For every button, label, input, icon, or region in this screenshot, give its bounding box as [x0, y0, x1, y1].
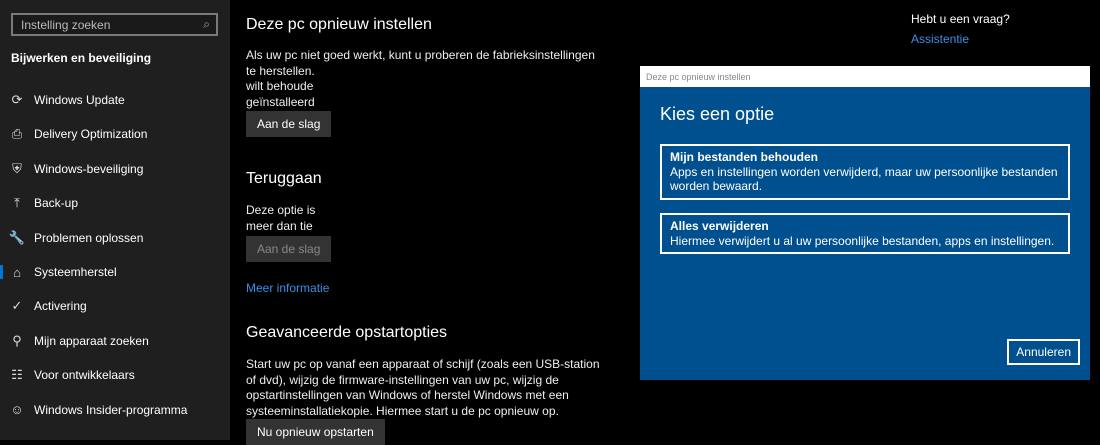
sidebar-item-windows-update[interactable]: [0, 85, 230, 115]
sidebar-item-problemen-oplossen[interactable]: [0, 223, 230, 253]
nav-icon: ✓: [11, 298, 23, 314]
more-info-link[interactable]: Meer informatie: [246, 281, 330, 295]
advanced-text: Start uw pc op vanaf een apparaat of schijf (zoals een USB-station of dvd), wijzig de firmware-instellingen van uw pc, wijzig de opstartinstellingen van Windows of herstel Windows met een systeeminstallatiekopie. Hiermee start u de pc opnieuw op.: [246, 357, 600, 418]
nav-icon: ⟳: [11, 92, 23, 107]
option-keep-files[interactable]: [660, 144, 1070, 200]
search-icon[interactable]: ⌕: [203, 17, 210, 31]
sidebar-item-label: Windows Insider-programma: [34, 402, 188, 417]
sidebar-item-label: Mijn apparaat zoeken: [34, 333, 149, 348]
sidebar-item-label: Windows-beveiliging: [34, 161, 144, 176]
option-remove-all[interactable]: [660, 213, 1070, 254]
assist-link[interactable]: Assistentie: [911, 32, 970, 46]
reset-text: Als uw pc niet goed werkt, kunt u proberen de fabrieksinstellingen te herstellen. wilt behoude geïnstalleerd: [246, 48, 595, 109]
cancel-button[interactable]: Annuleren: [1007, 339, 1080, 365]
sidebar-item-label: Windows Update: [34, 93, 125, 107]
dialog-heading: Kies een optie: [660, 104, 775, 124]
sidebar-item-windows-insider-programma[interactable]: [0, 395, 230, 425]
sidebar-item-windows-beveiliging[interactable]: [0, 154, 230, 184]
nav-icon: ⎙: [11, 126, 23, 142]
help-panel: [911, 12, 1010, 46]
search-input[interactable]: [11, 13, 218, 36]
sidebar-item-systeemherstel[interactable]: [0, 257, 230, 287]
sidebar-item-mijn-apparaat-zoeken[interactable]: [0, 326, 230, 356]
sidebar-item-label: Activering: [34, 299, 87, 314]
sidebar-item-back-up[interactable]: [0, 188, 230, 218]
sidebar-item-activering[interactable]: [0, 291, 230, 321]
back-start-button[interactable]: Aan de slag: [246, 236, 331, 262]
nav-icon: ⌂: [13, 264, 21, 280]
back-title: Teruggaan: [246, 170, 322, 187]
sidebar-item-voor-ontwikkelaars[interactable]: [0, 360, 230, 390]
sidebar-item-label: Delivery Optimization: [34, 127, 148, 142]
nav-icon: ⛨: [12, 160, 22, 176]
sidebar-item-delivery-optimization[interactable]: [0, 119, 230, 149]
sidebar-item-label: Back-up: [34, 196, 79, 211]
nav-icon: ⤒: [14, 195, 20, 211]
dialog-title-bar: Deze pc opnieuw instellen: [640, 66, 1090, 87]
restart-now-button[interactable]: Nu opnieuw opstarten: [246, 419, 385, 445]
help-question: Hebt u een vraag?: [911, 12, 1010, 26]
option-desc: Apps en instellingen worden verwijderd, maar uw persoonlijke bestanden worden bewaard.: [670, 164, 1058, 193]
option-title: Alles verwijderen: [670, 219, 769, 233]
nav-icon: ☺: [10, 402, 24, 418]
nav-icon: ☷: [11, 367, 23, 383]
option-title: Mijn bestanden behouden: [670, 150, 819, 164]
reset-start-button[interactable]: Aan de slag: [246, 111, 331, 137]
sidebar-item-label: Voor ontwikkelaars: [34, 368, 135, 383]
reset-title: Deze pc opnieuw instellen: [246, 16, 432, 33]
sidebar: [0, 0, 230, 440]
reset-dialog: [640, 66, 1090, 380]
nav-icon: ⚲: [12, 332, 22, 348]
sidebar-item-label: Problemen oplossen: [34, 230, 144, 245]
back-text: Deze optie is meer dan tie: [246, 203, 316, 233]
search-placeholder: Instelling zoeken: [21, 18, 111, 32]
option-desc: Hiermee verwijdert u al uw persoonlijke bestanden, apps en instellingen.: [670, 233, 1055, 248]
nav-icon: 🔧: [8, 229, 26, 245]
advanced-title: Geavanceerde opstartopties: [246, 324, 448, 341]
sidebar-item-label: Systeemherstel: [34, 265, 117, 279]
section-title: Bijwerken en beveiliging: [11, 51, 152, 65]
